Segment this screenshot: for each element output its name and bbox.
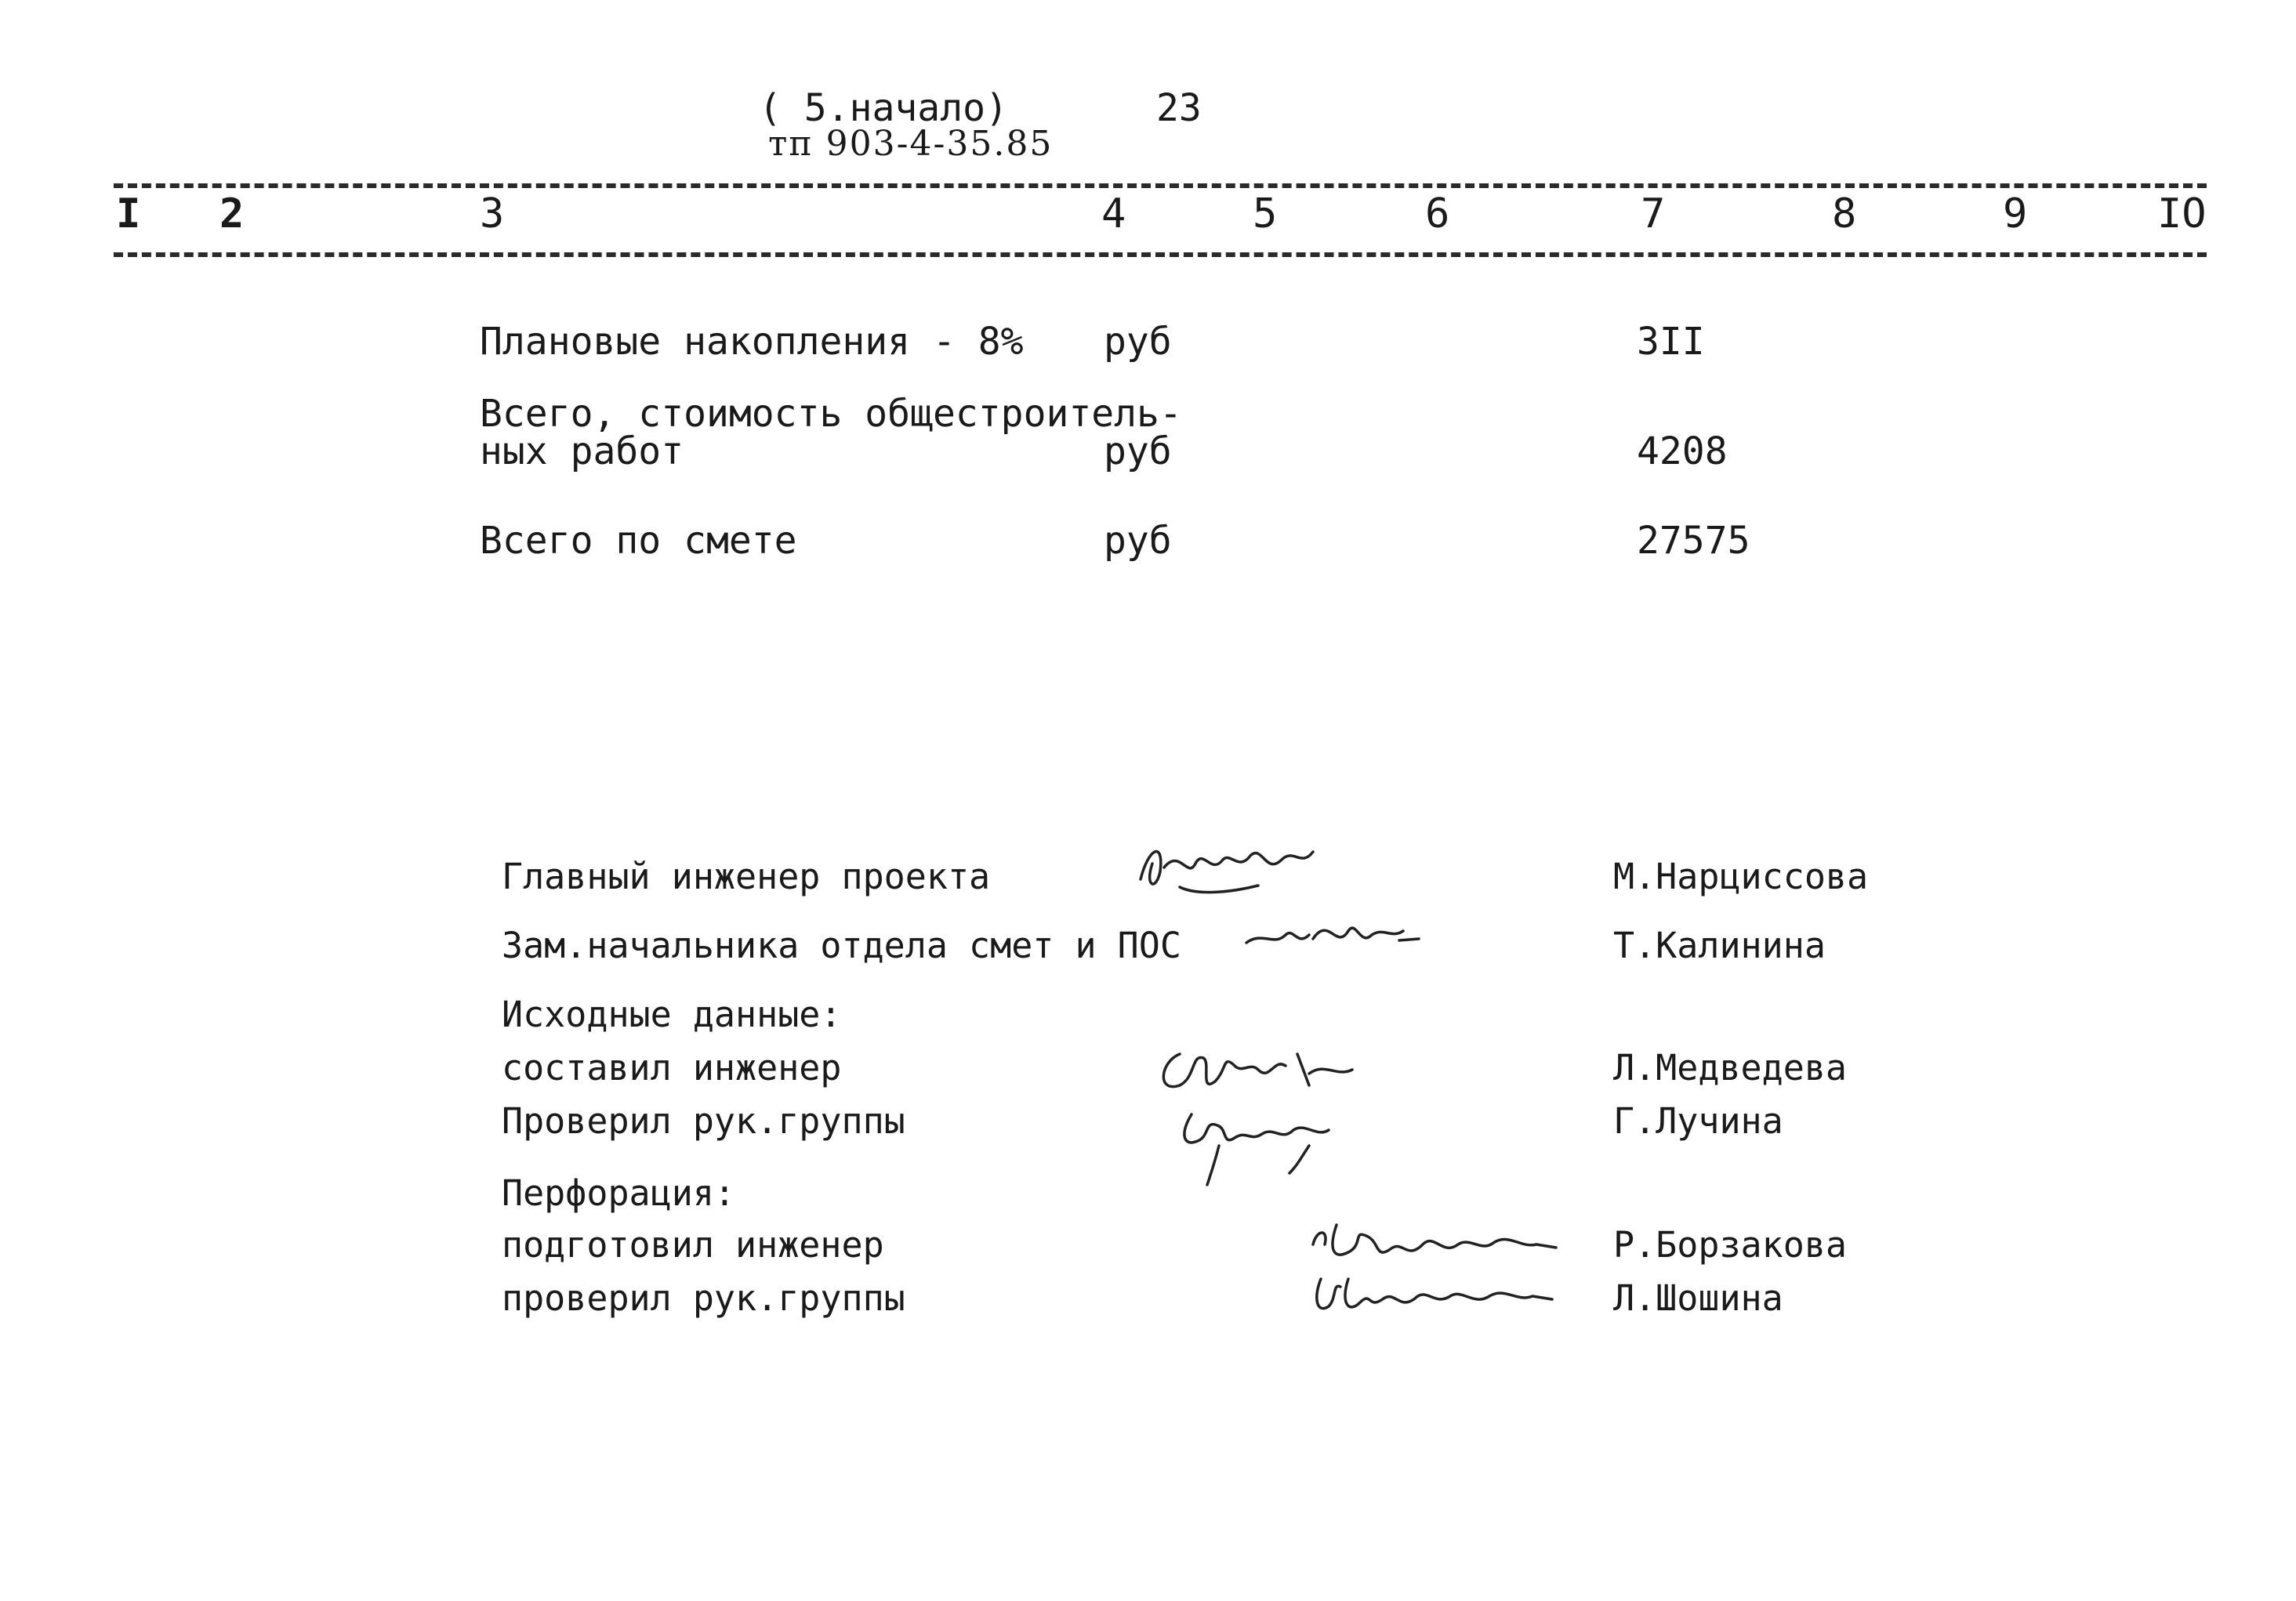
column-number-9: 9 <box>2003 190 2028 237</box>
row-grand-total-value: 27575 <box>1637 519 1750 563</box>
row-grand-total-name: Всего по смете <box>480 519 797 563</box>
perforation-checked-role: проверил рук.группы <box>502 1277 905 1319</box>
header-top-dashed-line <box>114 183 2207 188</box>
source-data-title: Исходные данные: <box>502 994 842 1035</box>
row-planned-savings-name: Плановые накопления - 8% <box>480 320 1024 364</box>
chief-engineer-name: М.Нарциссова <box>1613 856 1869 897</box>
column-number-10: IO <box>2157 190 2207 237</box>
row-construction-total-name-line2: ных работ <box>480 429 684 473</box>
source-data-checked-signature <box>1172 1099 1360 1193</box>
column-number-2: 2 <box>219 190 245 237</box>
deputy-head-role: Зам.начальника отдела смет и ПОС <box>502 925 1181 966</box>
row-construction-total-unit: руб <box>1104 429 1172 473</box>
row-planned-savings-unit: руб <box>1104 320 1172 364</box>
page-number: 23 <box>1156 86 1202 130</box>
deputy-head-name: Т.Калинина <box>1613 925 1826 966</box>
perforation-title: Перфорация: <box>502 1172 736 1214</box>
chief-engineer-role: Главный инженер проекта <box>502 856 991 897</box>
column-number-5: 5 <box>1253 190 1278 237</box>
row-construction-total-value: 4208 <box>1637 429 1728 473</box>
perforation-prepared-role: подготовил инженер <box>502 1224 884 1266</box>
perforation-checked-name: Л.Шошина <box>1613 1277 1783 1319</box>
column-number-8: 8 <box>1832 190 1857 237</box>
source-data-checked-role: Проверил рук.группы <box>502 1100 905 1142</box>
deputy-head-signature <box>1242 907 1423 962</box>
header-bottom-dashed-line <box>114 252 2207 257</box>
source-data-compiled-name: Л.Медведева <box>1613 1047 1848 1088</box>
row-planned-savings-value: 3II <box>1637 320 1705 364</box>
row-construction-total-name-line1: Всего, стоимость общестроитель- <box>480 392 1182 436</box>
source-data-compiled-role: составил инженер <box>502 1047 842 1088</box>
perforation-prepared-name: Р.Борзакова <box>1613 1224 1848 1266</box>
column-number-3: 3 <box>480 190 505 237</box>
document-code: тп 903-4-35.85 <box>768 124 1054 164</box>
column-number-7: 7 <box>1641 190 1666 237</box>
section-label: ( 5.начало) <box>759 86 1008 130</box>
chief-engineer-signature <box>1133 832 1321 903</box>
perforation-checked-signature <box>1305 1263 1564 1326</box>
source-data-checked-name: Г.Лучина <box>1613 1100 1783 1142</box>
column-number-4: 4 <box>1101 190 1126 237</box>
column-number-1: I <box>116 190 141 237</box>
row-grand-total-unit: руб <box>1104 519 1172 563</box>
column-number-6: 6 <box>1425 190 1450 237</box>
